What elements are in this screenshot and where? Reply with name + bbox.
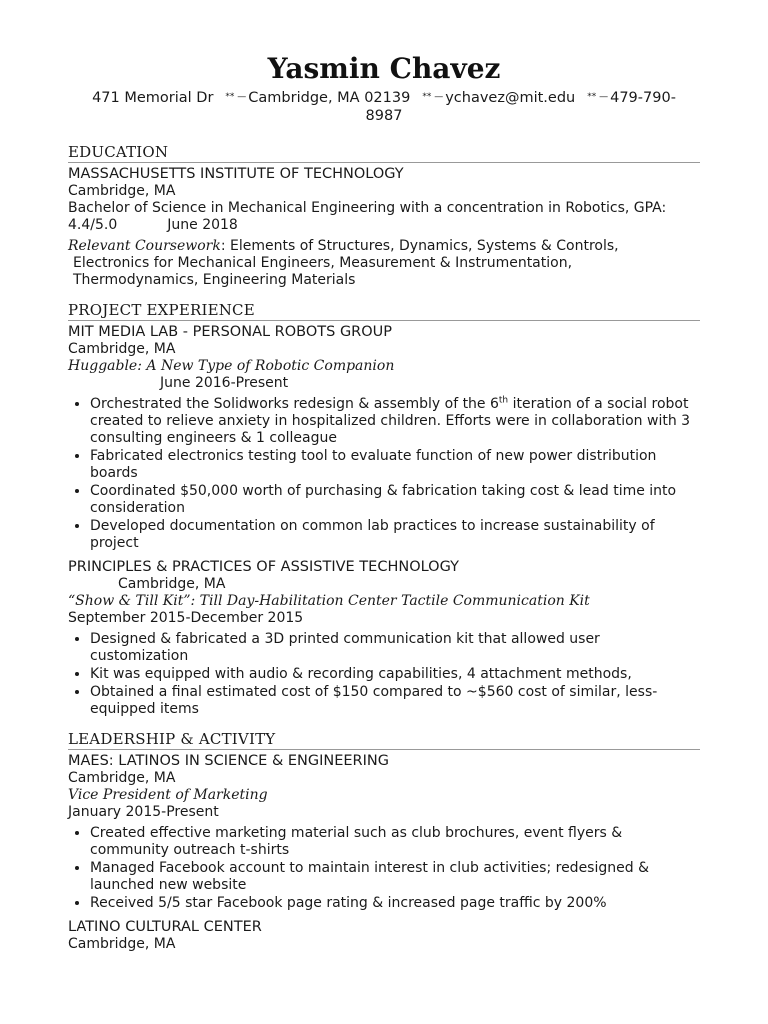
education-section — [68, 143, 700, 289]
list-item: • Orchestrated the Solidworks redesign & assembly of the 6th iteration of a social robot created to relieve anxiety in hospitalized children. Efforts were in collaboration with 3 consulting engineers & 1 colleague — [90, 396, 700, 447]
candidate-name: Yasmin Chavez — [267, 52, 501, 85]
project-org-1: MIT MEDIA LAB - PERSONAL ROBOTS GROUP — [68, 324, 393, 340]
project-org-2-date: September 2015-December 2015 — [68, 610, 304, 626]
leadership-org-2-location: Cambridge, MA — [68, 936, 176, 952]
list-item: • Received 5/5 star Facebook page rating & increased page traffic by 200% — [90, 895, 700, 912]
project-org-2-bullets — [68, 631, 700, 718]
section-title-education: EDUCATION — [68, 143, 700, 163]
separator-icon: ** — — [225, 92, 247, 102]
list-item: • Managed Facebook account to maintain interest in club activities; redesigned & launched new website — [90, 860, 700, 894]
list-item: • Developed documentation on common lab practices to increase sustainability of project — [90, 518, 700, 552]
phone: 479-790-8987 — [365, 90, 676, 124]
leadership-org-2: LATINO CULTURAL CENTER — [68, 919, 262, 935]
coursework-list: : Elements of Structures, Dynamics, Systems & Controls, — [220, 238, 619, 254]
contact-line — [78, 88, 690, 125]
leadership-section — [68, 730, 700, 953]
list-item: • Kit was equipped with audio & recording capabilities, 4 attachment methods, — [90, 666, 700, 683]
coursework-line-2: Electronics for Mechanical Engineers, Measurement & Instrumentation, — [73, 255, 573, 271]
graduation-date: June 2018 — [167, 217, 238, 233]
section-title-project: PROJECT EXPERIENCE — [68, 301, 700, 321]
project-org-1-title: Huggable: A New Type of Robotic Companion — [68, 358, 395, 374]
degree: Bachelor of Science in Mechanical Engineering with a concentration in Robotics, GPA: 4.4/5.0 — [68, 200, 667, 233]
email: ychavez@mit.edu — [445, 90, 576, 106]
address: 471 Memorial Dr — [92, 90, 214, 106]
city: Cambridge, MA 02139 — [248, 90, 411, 106]
project-org-2-title: “Show & Till Kit”: Till Day-Habilitation Center Tactile Communication Kit — [68, 593, 590, 609]
project-section — [68, 301, 700, 718]
resume-page — [68, 52, 700, 953]
coursework-line-3: Thermodynamics, Engineering Materials — [73, 272, 356, 288]
list-item: • Fabricated electronics testing tool to evaluate function of new power distribution boards — [90, 448, 700, 482]
leadership-org-1: MAES: LATINOS IN SCIENCE & ENGINEERING — [68, 753, 389, 769]
leadership-org-1-role: Vice President of Marketing — [68, 787, 268, 803]
section-title-leadership: LEADERSHIP & ACTIVITY — [68, 730, 700, 750]
separator-icon: ** — — [422, 92, 444, 102]
separator-icon: ** — — [587, 92, 609, 102]
project-org-2: PRINCIPLES & PRACTICES OF ASSISTIVE TECHNOLOGY — [68, 559, 459, 575]
list-item: • Designed & fabricated a 3D printed communication kit that allowed user customization — [90, 631, 700, 665]
project-org-1-date: June 2016-Present — [160, 375, 289, 391]
leadership-org-1-location: Cambridge, MA — [68, 770, 176, 786]
project-org-1-bullets — [68, 396, 700, 552]
coursework — [68, 238, 700, 255]
list-item: • Coordinated $50,000 worth of purchasing & fabrication taking cost & lead time into consideration — [90, 483, 700, 517]
leadership-org-1-bullets — [68, 825, 700, 912]
school-location: Cambridge, MA — [68, 183, 176, 199]
project-org-2-location: Cambridge, MA — [118, 576, 226, 592]
list-item: • Created effective marketing material such as club brochures, event flyers & community outreach t-shirts — [90, 825, 700, 859]
leadership-org-1-date: January 2015-Present — [68, 804, 219, 820]
coursework-label: Relevant Coursework — [68, 238, 221, 254]
degree-line — [68, 200, 700, 234]
project-org-1-location: Cambridge, MA — [68, 341, 176, 357]
list-item: • Obtained a final estimated cost of $150 compared to ~$560 cost of similar, less-equipped items — [90, 684, 700, 718]
school-name: MASSACHUSETTS INSTITUTE OF TECHNOLOGY — [68, 166, 404, 182]
